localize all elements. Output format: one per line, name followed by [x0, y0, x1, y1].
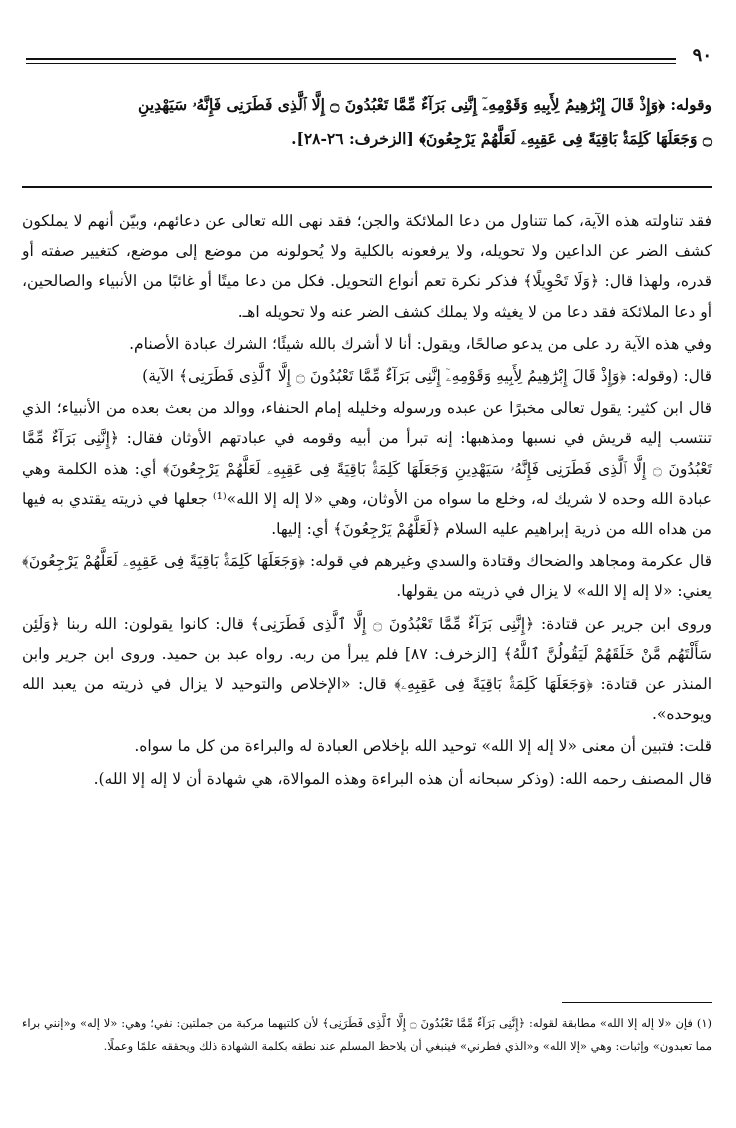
page-number: ٩٠ [692, 45, 712, 66]
footnote-rule [562, 1002, 712, 1003]
paragraph-6: وروى ابن جرير عن قتادة: ﴿إِنَّنِى بَرَآءٌ مِّمَّا تَعْبُدُونَ ۝ إِلَّا ٱلَّذِى فَطَرَنِى﴾ قال: كانوا يقولون: الله ربنا ﴿وَلَئِن سَأَلْتَهُم مَّنْ خَلَقَهُمْ لَيَقُولُنَّ ٱللَّهُ﴾ [الزخرف: ٨٧] فلم يبرأ من ربه. رواه عبد بن حميد. وروى ابن جرير وابن المنذر عن قتادة: ﴿وَجَعَلَهَا كَلِمَةًۢ بَاقِيَةً فِى عَقِبِهِۦ﴾ قال: «الإخلاص والتوحيد لا يزال في ذريته من يعبد الله ويوحده». [22, 614, 712, 724]
paragraph-4: قال ابن كثير: يقول تعالى مخبرًا عن عبده ورسوله وخليله إمام الحنفاء، ووالد من بعث بعده من الأنبياء؛ الذي تنتسب إليه قريش في نسبها ومذهبها: إنه تبرأ من أبيه وقومه في عبادتهم الأوثان فقال: ﴿إِنَّنِى بَرَآءٌ مِّمَّا تَعْبُدُونَ ۝ إِلَّا ٱلَّذِى فَطَرَنِى فَإِنَّهُۥ سَيَهْدِينِ وَجَعَلَهَا كَلِمَةًۢ بَاقِيَةً فِى عَقِبِهِۦ لَعَلَّهُمْ يَرْجِعُونَ﴾ أي: هذه الكلمة وهي عبادة الله وحده لا شريك له، وخلع ما سواه من الأوثان، وهي «لا إله إلا الله»⁽¹⁾ جعلها في ذريته يقتدي به فيها من هداه الله من ذرية إبراهيم عليه السلام ﴿لَعَلَّهُمْ يَرْجِعُونَ﴾ أي: إليها. [22, 399, 713, 539]
paragraph-7: قلت: فتبين أن معنى «لا إله إلا الله» توحيد الله بإخلاص العبادة له والبراءة من كل ما سواه. [134, 737, 712, 756]
paragraph-5: قال عكرمة ومجاهد والضحاك وقتادة والسدي وغيرهم في قوله: ﴿وَجَعَلَهَا كَلِمَةًۢ بَاقِيَةً فِى عَقِبِهِۦ لَعَلَّهُمْ يَرْجِعُونَ﴾ يعني: «لا إله إلا الله» لا يزال في ذريته من يقولها. [22, 552, 712, 601]
matn-line-2: ۝ وَجَعَلَهَا كَلِمَةًۢ بَاقِيَةً فِى عَقِبِهِۦ لَعَلَّهُمْ يَرْجِعُونَ﴾ [الزخرف: ٢٦-٢٨]. [291, 129, 712, 148]
matn-divider [22, 186, 712, 188]
header-rule [26, 58, 676, 60]
paragraph-1: فقد تناولته هذه الآية، كما تتناول من دعا الملائكة والجن؛ فقد نهى الله تعالى عن دعائهم، وبيّن أنهم لا يملكون كشف الضر عن الداعين ولا تحويله، ولا يرفعونه بالكلية ولا يُحولونه من موضع إلى موضع، كتغيير صفته أو قدره، ولهذا قال: ﴿وَلَا تَحْوِيلًا﴾ فذكر نكرة تعم أنواع التحويل. فكل من دعا ميتًا أو غائبًا من الأنبياء والصالحين، أو دعا الملائكة فقد دعا من لا يغيثه ولا يملك كشف الضر عنه ولا تحويله اهـ. [22, 212, 712, 321]
footnote-1: (١) فإن «لا إله إلا الله» مطابقة لقوله: ﴿إِنَّنِى بَرَآءٌ مِّمَّا تَعْبُدُونَ ۝ إِلَّا ٱلَّذِى فَطَرَنِى﴾ لأن كلتيهما مركبة من جملتين: نفي؛ وهي: «لا إله» و«إنني براء مما تعبدون» وإثبات: وهي «إلا الله» و«الذي فطرني» فينبغي أن يلاحظ المسلم عند نطقه بكلمة الشهادة ذلك ويحققه علمًا وعملًا. [22, 1016, 712, 1053]
matn-line-1: وقوله: ﴿وَإِذْ قَالَ إِبْرَٰهِيمُ لِأَبِيهِ وَقَوْمِهِۦٓ إِنَّنِى بَرَآءٌ مِّمَّا تَعْبُدُونَ ۝ إِلَّا ٱلَّذِى فَطَرَنِى فَإِنَّهُۥ سَيَهْدِينِ [138, 95, 712, 114]
paragraph-3: قال: (وقوله: ﴿وَإِذْ قَالَ إِبْرَٰهِيمُ لِأَبِيهِ وَقَوْمِهِۦٓ إِنَّنِى بَرَآءٌ مِّمَّا تَعْبُدُونَ ۝ إِلَّا ٱلَّذِى فَطَرَنِى﴾ الآية) [142, 367, 712, 386]
header-rule-thin [26, 63, 676, 64]
footnotes [22, 1012, 712, 1058]
matn-quote [22, 88, 712, 156]
commentary-body [22, 206, 712, 796]
paragraph-8: قال المصنف رحمه الله: (وذكر سبحانه أن هذه البراءة وهذه الموالاة، هي شهادة أن لا إله إلا الله). [93, 769, 712, 788]
paragraph-2: وفي هذه الآية رد على من يدعو صالحًا، ويقول: أنا لا أشرك بالله شيئًا؛ الشرك عبادة الأصنام. [129, 334, 712, 353]
